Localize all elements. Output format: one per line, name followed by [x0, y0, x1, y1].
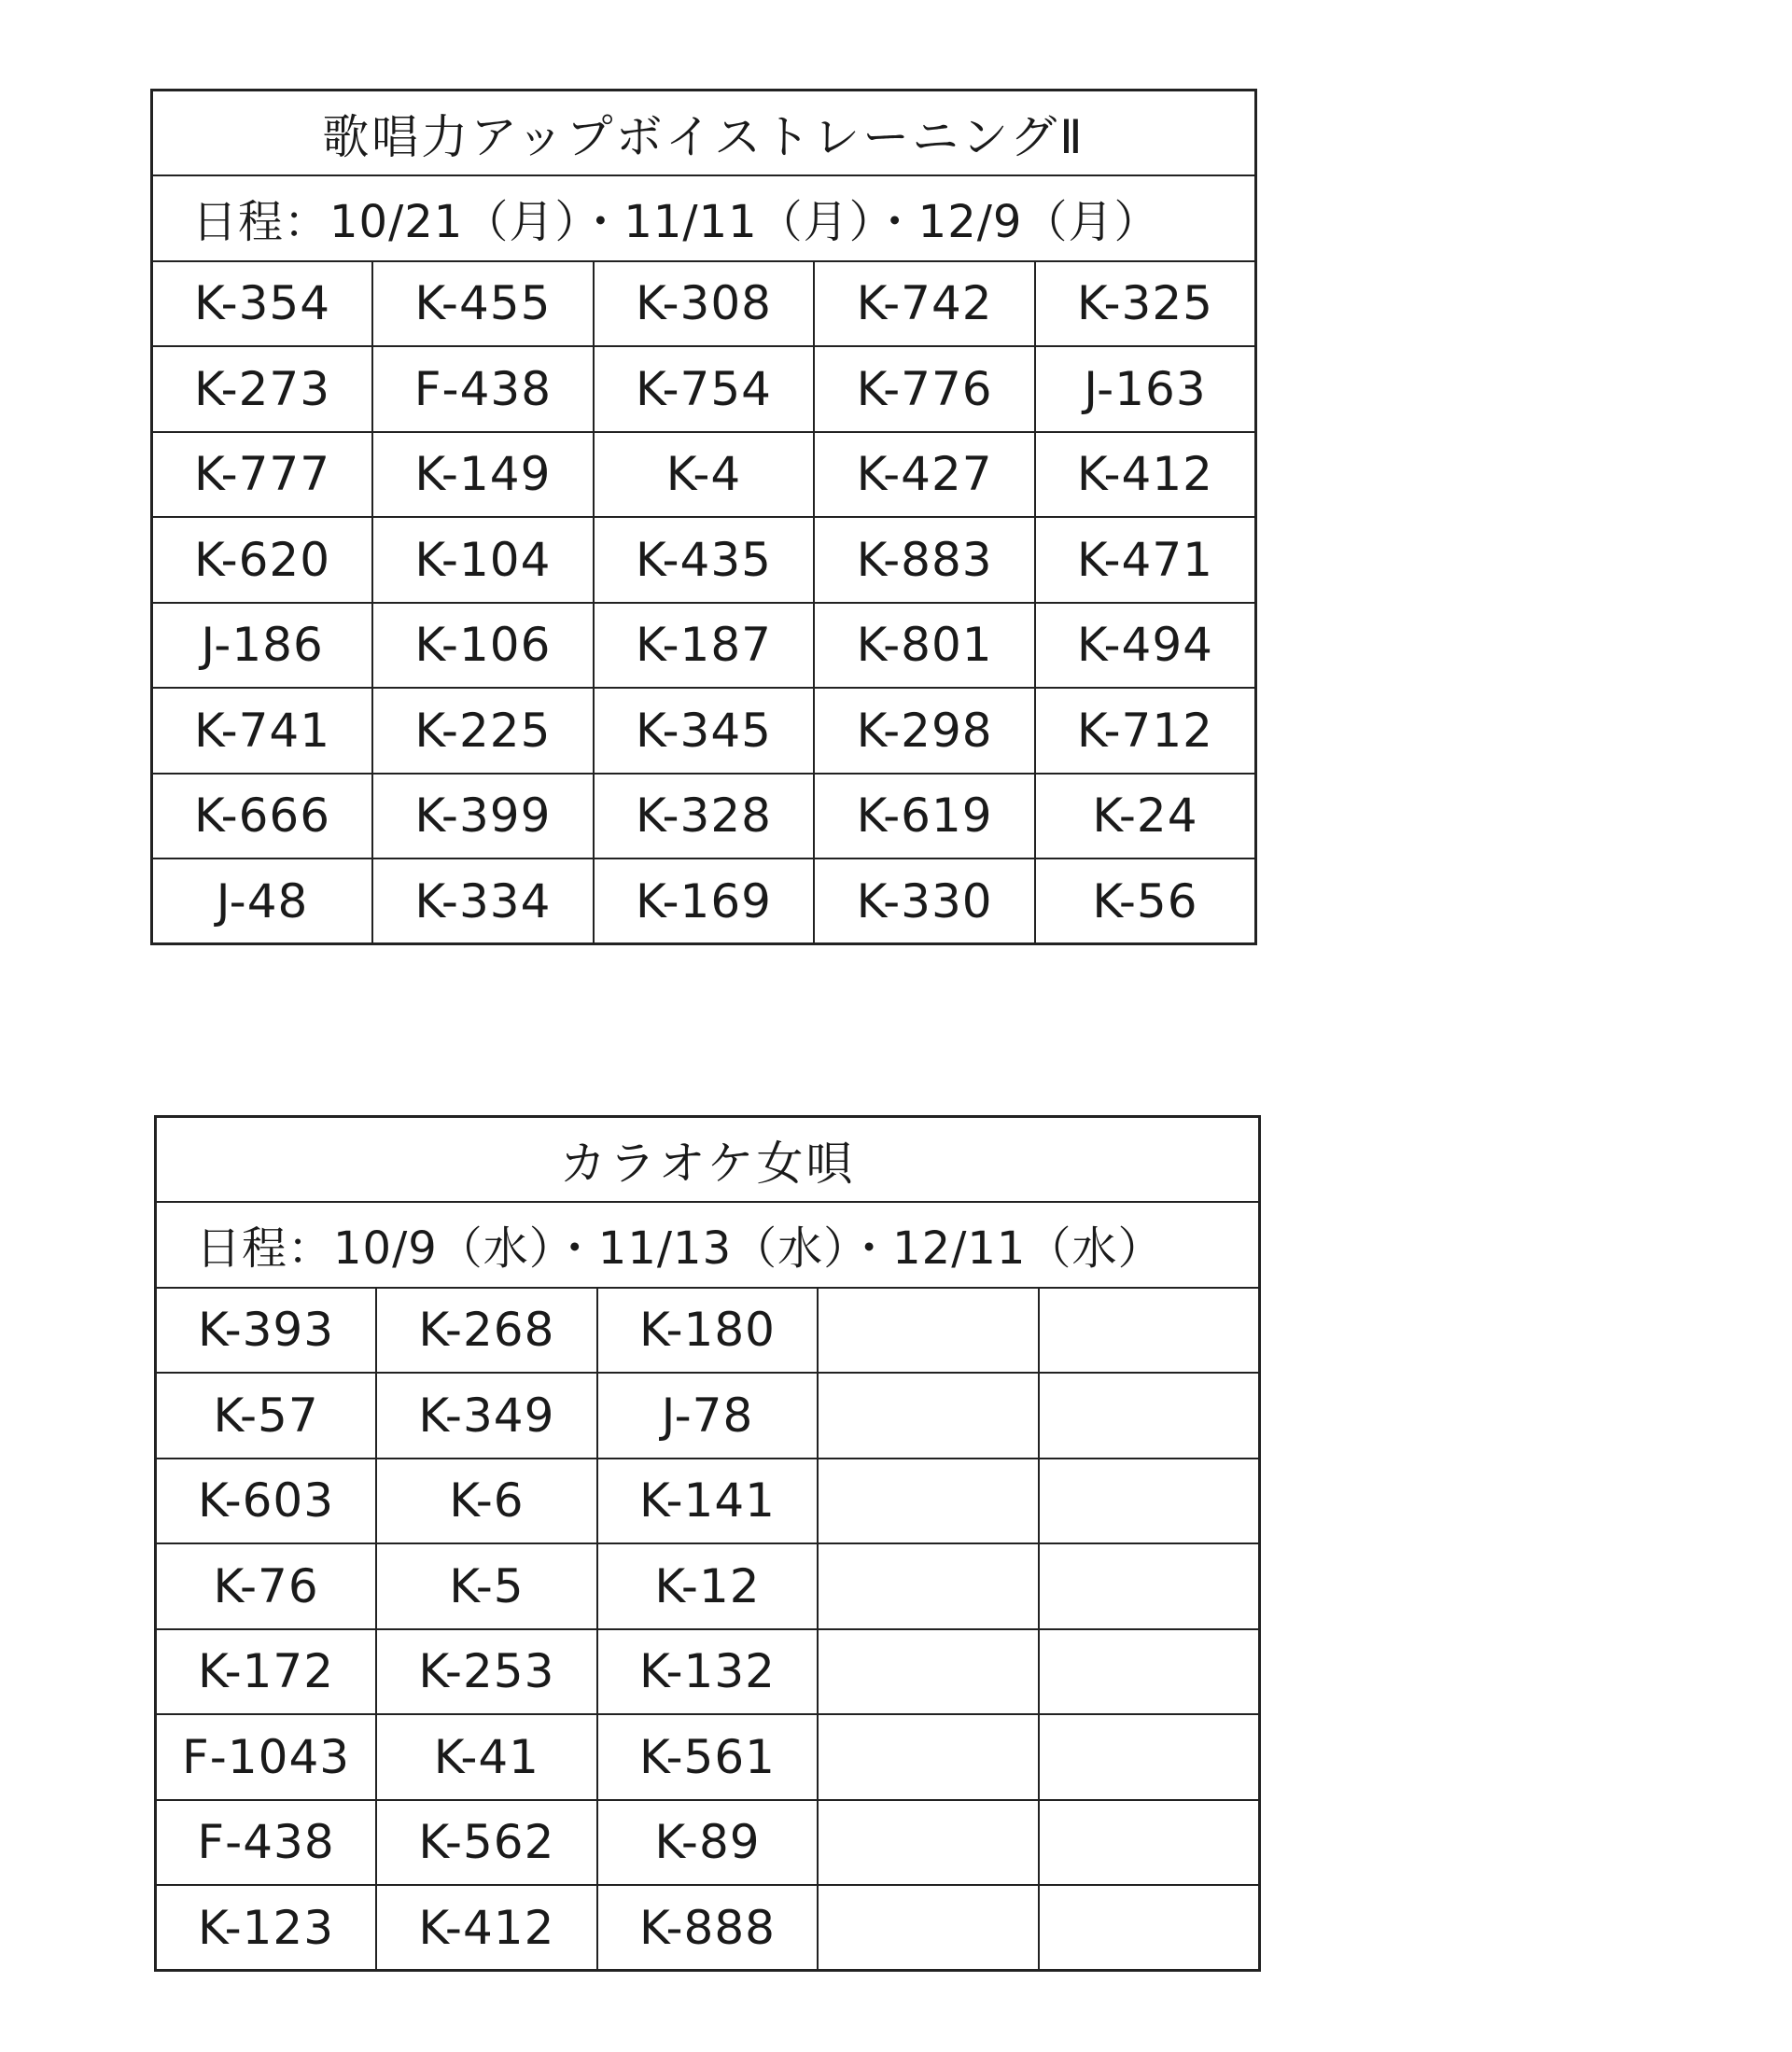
song-code-cell: K-471 [1035, 517, 1256, 603]
song-code-cell: K-455 [372, 261, 594, 347]
song-code-cell: K-620 [152, 517, 373, 603]
table-row [156, 1373, 1260, 1459]
song-code-cell [1039, 1800, 1260, 1886]
song-code-cell: F-1043 [156, 1714, 377, 1800]
song-code-cell: K-104 [372, 517, 594, 603]
song-code-cell [818, 1459, 1039, 1544]
song-code-cell: K-776 [814, 346, 1035, 432]
song-code-cell: K-741 [152, 688, 373, 774]
song-code-cell [818, 1288, 1039, 1374]
song-code-cell: J-48 [152, 858, 373, 944]
song-code-cell [1039, 1714, 1260, 1800]
song-code-cell: K-308 [594, 261, 815, 347]
song-code-cell: J-186 [152, 603, 373, 689]
song-code-cell: K-883 [814, 517, 1035, 603]
table-row [152, 517, 1256, 603]
song-code-cell: K-6 [376, 1459, 597, 1544]
song-code-cell: K-427 [814, 432, 1035, 518]
table-row [156, 1459, 1260, 1544]
schedule-row [156, 1202, 1260, 1288]
table-title: 歌唱力アップボイストレーニングⅡ [152, 91, 1256, 176]
table-row [156, 1885, 1260, 1971]
song-code-cell: K-24 [1035, 774, 1256, 859]
song-code-cell: K-56 [1035, 858, 1256, 944]
table-body [152, 91, 1256, 944]
song-code-cell [818, 1543, 1039, 1629]
song-code-cell [1039, 1459, 1260, 1544]
song-code-cell: K-399 [372, 774, 594, 859]
song-code-cell [818, 1629, 1039, 1715]
table-row [152, 603, 1256, 689]
table-row [156, 1800, 1260, 1886]
song-code-cell: F-438 [372, 346, 594, 432]
song-code-cell: K-325 [1035, 261, 1256, 347]
song-code-cell: K-334 [372, 858, 594, 944]
song-code-cell: K-4 [594, 432, 815, 518]
song-code-cell: K-349 [376, 1373, 597, 1459]
schedule-row [152, 175, 1256, 261]
song-code-cell: K-12 [597, 1543, 819, 1629]
song-code-cell: K-777 [152, 432, 373, 518]
table-row [152, 688, 1256, 774]
schedule-text: 日程：10/9（水）・11/13（水）・12/11（水） [156, 1202, 1260, 1288]
song-code-cell [1039, 1543, 1260, 1629]
song-code-cell [1039, 1373, 1260, 1459]
song-code-cell: K-801 [814, 603, 1035, 689]
song-code-cell: K-619 [814, 774, 1035, 859]
song-code-cell: K-123 [156, 1885, 377, 1971]
song-code-cell [1039, 1885, 1260, 1971]
song-code-cell: K-187 [594, 603, 815, 689]
song-code-cell: K-888 [597, 1885, 819, 1971]
song-code-cell: K-149 [372, 432, 594, 518]
song-code-cell: K-273 [152, 346, 373, 432]
song-code-cell: K-41 [376, 1714, 597, 1800]
song-code-cell: K-169 [594, 858, 815, 944]
song-code-cell: K-393 [156, 1288, 377, 1374]
song-code-cell [818, 1800, 1039, 1886]
table-row [156, 1714, 1260, 1800]
table-row [152, 261, 1256, 347]
table-row [152, 432, 1256, 518]
song-code-cell: K-298 [814, 688, 1035, 774]
song-code-cell: K-328 [594, 774, 815, 859]
schedule-text: 日程：10/21（月）・11/11（月）・12/9（月） [152, 175, 1256, 261]
song-code-cell: K-561 [597, 1714, 819, 1800]
table-row [152, 346, 1256, 432]
song-code-cell: K-76 [156, 1543, 377, 1629]
song-code-cell [1039, 1288, 1260, 1374]
song-code-cell: K-412 [376, 1885, 597, 1971]
song-code-cell [818, 1885, 1039, 1971]
song-code-cell: K-435 [594, 517, 815, 603]
song-code-cell: K-172 [156, 1629, 377, 1715]
song-code-cell: K-742 [814, 261, 1035, 347]
song-code-cell: K-225 [372, 688, 594, 774]
table-row [152, 774, 1256, 859]
song-code-cell: K-354 [152, 261, 373, 347]
song-table-voice-training [150, 89, 1257, 945]
song-code-cell: K-412 [1035, 432, 1256, 518]
song-code-cell: K-106 [372, 603, 594, 689]
song-code-cell: K-5 [376, 1543, 597, 1629]
table-title: カラオケ女唄 [156, 1117, 1260, 1203]
song-code-cell [818, 1714, 1039, 1800]
title-row [152, 91, 1256, 176]
song-code-cell: K-494 [1035, 603, 1256, 689]
song-code-cell: K-57 [156, 1373, 377, 1459]
song-code-cell: K-253 [376, 1629, 597, 1715]
song-code-cell: K-330 [814, 858, 1035, 944]
table-row [156, 1543, 1260, 1629]
song-code-cell: K-712 [1035, 688, 1256, 774]
song-code-cell: K-132 [597, 1629, 819, 1715]
song-table-karaoke-women [154, 1115, 1261, 1972]
song-code-cell: K-89 [597, 1800, 819, 1886]
song-code-cell: K-666 [152, 774, 373, 859]
table-row [156, 1288, 1260, 1374]
song-code-cell: K-141 [597, 1459, 819, 1544]
song-code-cell: F-438 [156, 1800, 377, 1886]
song-code-cell: K-562 [376, 1800, 597, 1886]
song-code-cell [1039, 1629, 1260, 1715]
song-code-cell: J-78 [597, 1373, 819, 1459]
table-row [156, 1629, 1260, 1715]
song-code-cell: K-345 [594, 688, 815, 774]
table-row [152, 858, 1256, 944]
song-code-cell: K-268 [376, 1288, 597, 1374]
song-code-cell [818, 1373, 1039, 1459]
song-code-cell: K-180 [597, 1288, 819, 1374]
song-code-cell: J-163 [1035, 346, 1256, 432]
song-code-cell: K-603 [156, 1459, 377, 1544]
title-row [156, 1117, 1260, 1203]
table-body [156, 1117, 1260, 1971]
song-code-cell: K-754 [594, 346, 815, 432]
